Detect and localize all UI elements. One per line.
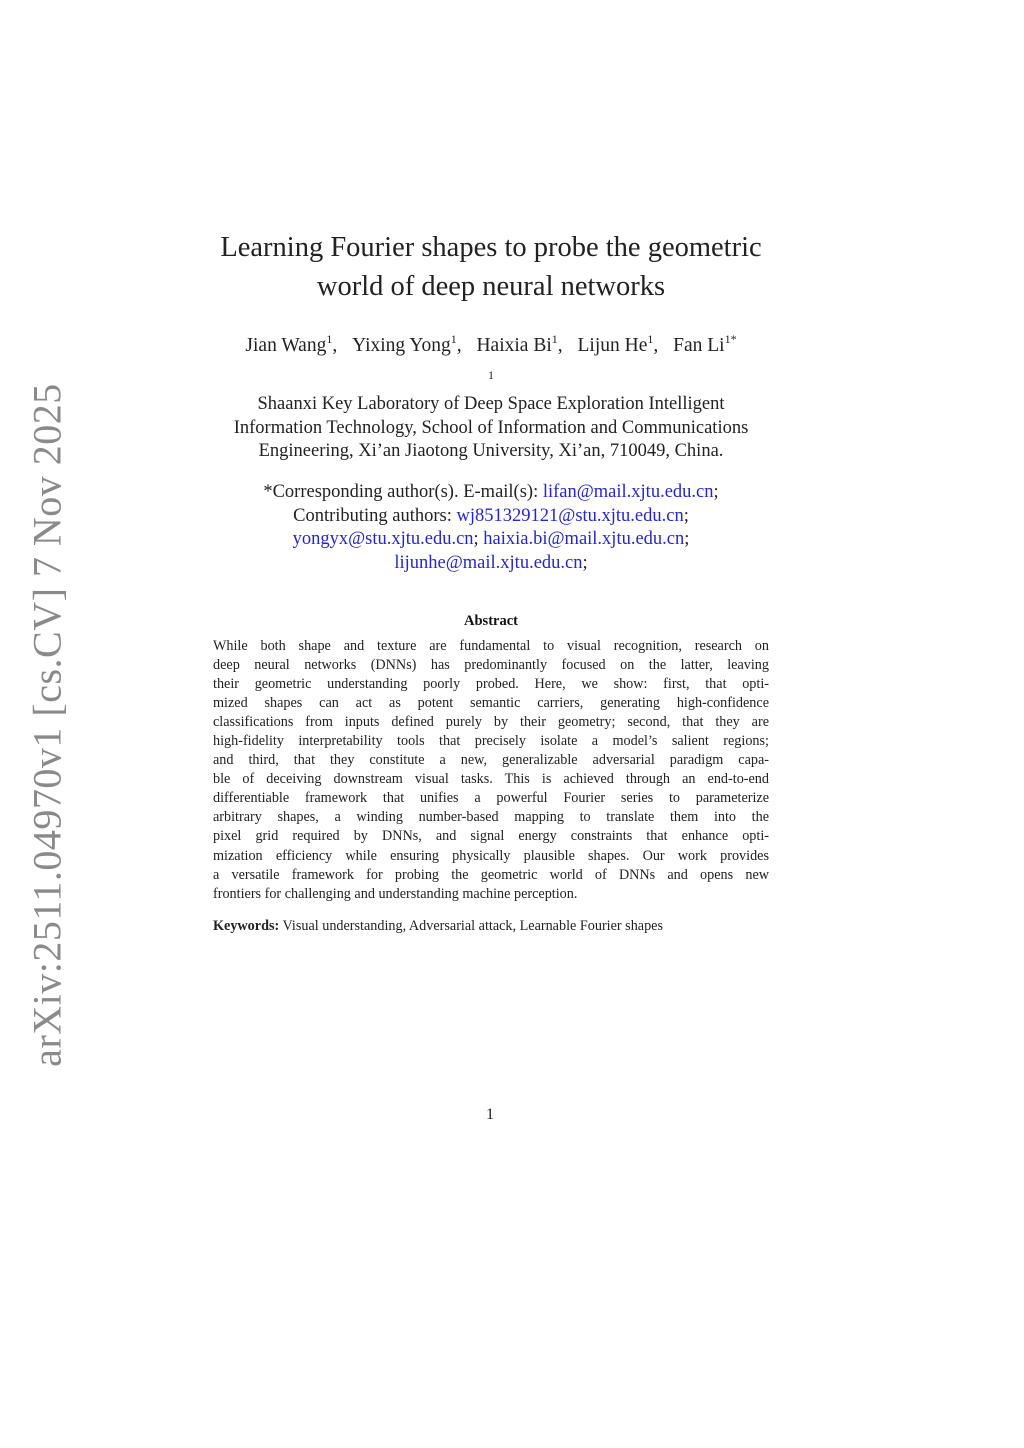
email-link-yongyx[interactable]: yongyx@stu.xjtu.edu.cn (292, 529, 474, 549)
corresponding-email-link[interactable]: lifan@mail.xjtu.edu.cn (542, 482, 714, 502)
author-affil-mark: 1 (647, 332, 654, 346)
contributing-authors-line (160, 505, 822, 529)
author-name: Haixia Bi (476, 335, 552, 356)
abstract-line: a versatile framework for probing the geometric world of DNNs and opens new (213, 866, 769, 883)
affiliation-line-2: Information Technology, School of Information and Communications (233, 417, 749, 438)
author-name: Lijun He (577, 335, 648, 356)
abstract-line: high-fidelity interpretability tools that precisely isolate a model’s salient regions; (213, 733, 769, 750)
abstract-line: deep neural networks (DNNs) has predominantly focused on the latter, leaving (213, 657, 769, 674)
author-5 (673, 332, 737, 356)
email-link-haixia[interactable]: haixia.bi@mail.xjtu.edu.cn (483, 529, 685, 549)
arxiv-identifier-stamp: arXiv:2511.04970v1 [cs.CV] 7 Nov 2025 (24, 383, 70, 1067)
affiliation-line-3: Engineering, Xi’an Jiaotong University, Xi’an, 710049, China. (258, 440, 724, 461)
keywords (213, 917, 769, 936)
author-list (160, 333, 822, 359)
author-4: Lijun He$^1$, (577, 332, 659, 356)
separator: ; (582, 552, 588, 573)
email-link-lijunhe[interactable]: lijunhe@mail.xjtu.edu.cn (394, 552, 583, 573)
separator: ; (713, 482, 719, 502)
affiliation-mark: 1 (488, 368, 494, 382)
abstract-line: frontiers for challenging and understanding machine perception. (213, 885, 578, 902)
keywords-text: Visual understanding, Adversarial attack, Learnable Fourier shapes (279, 918, 663, 934)
email-link-wj[interactable]: wj851329121@stu.xjtu.edu.cn (456, 505, 684, 526)
abstract-body (213, 637, 769, 904)
abstract-line: pixel grid required by DNNs, and signal energy constraints that enhance opti- (213, 828, 769, 845)
author-affil-mark: 1* (724, 332, 737, 346)
corresponding-author-line (160, 481, 822, 505)
separator: ; (473, 529, 479, 549)
abstract-line: While both shape and texture are fundamental to visual recognition, research on (213, 638, 769, 654)
contact-block (160, 481, 822, 575)
abstract-line: mization efficiency while ensuring physically plausible shapes. Our work provides (213, 847, 769, 864)
affiliation-text: Shaanxi Key Laboratory of Deep Space Exploration Intelligent (257, 394, 725, 415)
contributing-emails-line-2 (160, 552, 822, 576)
abstract-line: and third, that they constitute a new, generalizable adversarial paradigm capa- (213, 752, 769, 769)
affiliation (160, 370, 822, 463)
keywords-label: Keywords: (213, 918, 280, 934)
author-2: Yixing Yong$^1$, (352, 332, 462, 356)
author-3: Haixia Bi$^1$, (476, 332, 563, 356)
abstract-line: arbitrary shapes, a winding number-based mapping to translate them into the (213, 809, 769, 826)
abstract-line: their geometric understanding poorly probed. Here, we show: first, that opti- (213, 676, 769, 693)
author-affil-mark: 1 (326, 332, 333, 346)
author-name: Yixing Yong (352, 335, 451, 356)
contributing-prefix: Contributing authors: (293, 505, 457, 526)
abstract-line: mized shapes can act as potent semantic carriers, generating high-confidence (213, 695, 769, 712)
title-line-2: world of deep neural networks (316, 271, 666, 302)
contributing-emails-line (160, 528, 822, 552)
abstract-line: differentiable framework that unifies a powerful Fourier series to parameterize (213, 790, 769, 807)
author-affil-mark: 1 (450, 332, 457, 346)
author-name: Fan Li (673, 335, 725, 356)
separator: ; (684, 529, 690, 549)
abstract-line: ble of deceiving downstream visual tasks. This is achieved through an end-to-end (213, 771, 769, 788)
paper-title (160, 228, 822, 306)
separator: ; (683, 505, 689, 526)
affiliation-line-1 (160, 370, 822, 417)
abstract-line: classifications from inputs defined purely by their geometry; second, that they are (213, 714, 769, 731)
author-name: Jian Wang (245, 335, 327, 356)
title-line-1: Learning Fourier shapes to probe the geometric (220, 232, 762, 263)
page-number: 1 (486, 1106, 494, 1123)
abstract-heading: Abstract (464, 613, 518, 629)
author-1: Jian Wang$^1$, (245, 332, 338, 356)
author-affil-mark: 1 (551, 332, 558, 346)
corresponding-prefix: *Corresponding author(s). E-mail(s): (263, 482, 543, 502)
